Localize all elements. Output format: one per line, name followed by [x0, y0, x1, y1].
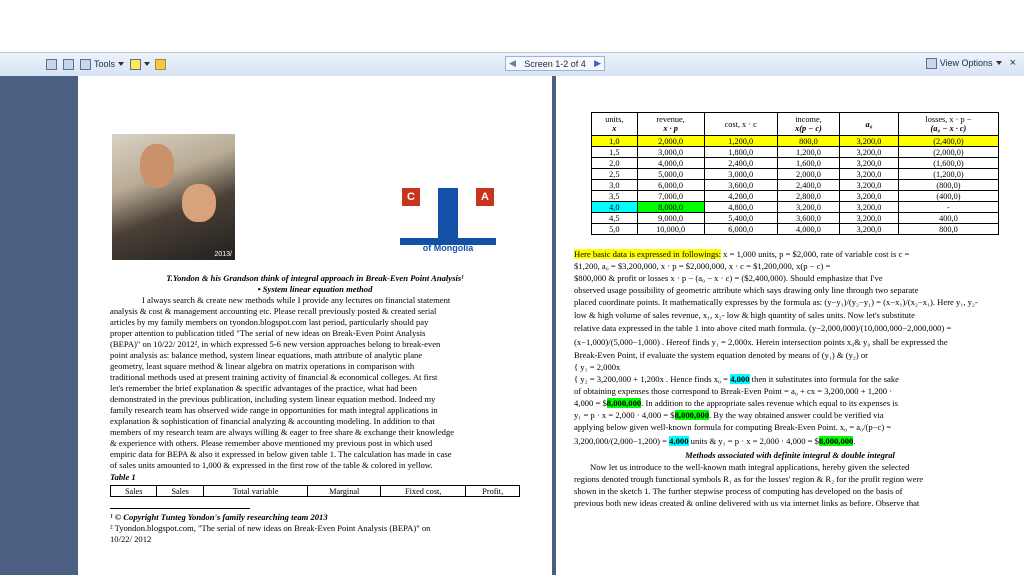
table-row: 2,0 4,000,0 2,400,0 1,600,0 3,200,0 (1,600,0) — [592, 158, 999, 169]
photo-face-child — [182, 184, 216, 222]
body-line: I always search & create new methods while I provide any lectures on financial statement — [142, 295, 451, 305]
body-line: previous both new ideas created & online delivered with us via internet links as before. Observe that — [574, 498, 920, 508]
reader-toolbar — [0, 52, 1024, 77]
body-line: Here basic data is expressed in followings: x = 1,000 units, p = $2,000, rate of variable cost is c = — [574, 249, 910, 259]
print-button[interactable] — [63, 57, 74, 71]
table-row: 4,5 9,000,0 5,400,0 3,600,0 3,200,0 400,0 — [592, 213, 999, 224]
body-line: (BEPA)" on 10/22/ 2012², in which expressed 5-6 new version approaches belong to break-even — [110, 339, 441, 349]
table-1-header — [110, 485, 520, 497]
body-line: placed coordinate points. It mathematically expresses by the formula as: (y−y₁)/(y₂−y₁) = (x−x₁)/(x₂−x₁). Here y₁, y₂- — [574, 297, 978, 307]
table-header-cell: Profit, — [466, 486, 520, 497]
photo-face-adult — [140, 144, 174, 188]
body-line: (x−1,000)/(5,000−1,000) . Hereof finds y₁ = 2,000x. Herein intersection points x₀& y₀ shall be expressed the — [574, 337, 948, 347]
body-line: relative data expressed in the table 1 into above cited math formula. (y−2,000,000)/(10,000,000−2,000,000) = — [574, 323, 952, 333]
print-icon — [63, 59, 74, 70]
table-header-cell: Total variable — [203, 486, 308, 497]
header-units: units, x — [592, 113, 638, 136]
cfa-mongolia-logo: C A of Mongolia — [400, 188, 496, 258]
footnote-divider — [110, 508, 250, 509]
chevron-down-icon — [144, 62, 150, 66]
body-line: members of my research team are always willing & eager to free share & exchange their knowledge — [110, 427, 455, 437]
table-header-cell: Sales — [111, 486, 157, 497]
body-line: explanation & sophistication of financial analyzing & accounting modeling. In addition to that — [110, 416, 435, 426]
table-header-cell: Fixed cost, — [381, 486, 466, 497]
body-line: $1,200, a₀ = $3,200,000, x · p = $2,000,000, x · c = $1,200,000, x(p − c) = — [574, 261, 831, 271]
body-line: analysis & cost & management accounting etc. Please recall previously posted & created serial — [110, 306, 437, 316]
table-header-cell: Marginal — [308, 486, 381, 497]
body-line: Now let us introduce to the well-known math integral applications, hereby given the selected — [590, 462, 910, 472]
folder-icon — [155, 59, 166, 70]
body-line: applying below given well-known formula for computing Break-Even Point. x₀ = a₀/(p−c) = — [574, 422, 892, 432]
page-left — [78, 76, 552, 575]
body-line: low & high volume of sales revenue, x₁, x₂- low & high quantity of sales units. Now let's substitute — [574, 310, 915, 320]
article-subtitle: • System linear equation method — [257, 284, 373, 294]
table-row: 1,0 2,000,0 1,200,0 800,0 3,200,0 (2,400,0) — [592, 136, 999, 147]
body-line: proper attention to publication titled "The serial of new ideas on Break-Even Point Analysis — [110, 328, 426, 338]
body-line: articles by my family members on tyondon.blogspot.com last period, particularly should pay — [110, 317, 429, 327]
table-label: Table 1 — [110, 472, 136, 482]
header-cost: cost, x · c — [704, 113, 777, 136]
body-line: of obtaining expenses those correspond to Break-Even Point = a₀ + cx = 3,200,000 + 1,200 · — [574, 386, 893, 396]
body-line: $800,000 & profit or losses x · p − (a₀ − x · c) = ($2,400,000). Should emphasize that I've — [574, 273, 883, 283]
prev-screen-icon[interactable]: ◀ — [509, 58, 516, 68]
screen-navigator — [505, 56, 605, 71]
save-icon — [46, 59, 57, 70]
page-right — [556, 76, 1024, 575]
footnote-1: ¹ © Copyright Tunteg Yondon's family researching team 2013 — [110, 512, 328, 522]
body-line: shown in the sketch 1. The further stepwise process of computing has developed on the basis of — [574, 486, 903, 496]
photo-year: 2013/ — [214, 251, 232, 258]
tools-icon — [80, 59, 91, 70]
table-row: 2,5 5,000,0 3,000,0 2,000,0 3,200,0 (1,200,0) — [592, 169, 999, 180]
table-row: 3,5 7,000,0 4,200,0 2,800,0 3,200,0 (400,0) — [592, 191, 999, 202]
table-row: 1,5 3,000,0 1,800,0 1,200,0 3,200,0 (2,000,0) — [592, 147, 999, 158]
view-options-button[interactable]: View Options × — [926, 57, 1016, 69]
chevron-down-icon — [118, 62, 124, 66]
table-header-cell: Sales — [157, 486, 203, 497]
body-line: Break-Even Point, if evaluate the system equation denoted by means of (y₁) & (y₂) or — [574, 350, 869, 360]
body-line: demonstrated in the previous publication, including system linear equation method. Indeed my — [110, 394, 436, 404]
author-photo — [112, 134, 235, 260]
losses-table — [591, 112, 999, 235]
body-line: point analysis as: balance method, system linear equations, math attribute of analytic plane — [110, 350, 423, 360]
save-button[interactable] — [46, 57, 57, 71]
screen-indicator[interactable]: Screen 1-2 of 4 — [524, 58, 586, 69]
body-line: { y₁ = 2,000x — [574, 362, 621, 372]
table-header-row — [592, 113, 999, 136]
table-row: 5,0 10,000,0 6,000,0 4,000,0 3,200,0 800,0 — [592, 224, 999, 235]
close-icon[interactable]: × — [1009, 57, 1016, 69]
header-revenue: revenue, x · p — [637, 113, 704, 136]
section-heading: Methods associated with definite integral & double integral — [685, 450, 895, 460]
view-options-icon — [926, 58, 937, 69]
body-line: of sales units amounted to 1,000 & expressed in the first row of the table & colored in yellow. — [110, 460, 433, 470]
header-a0: a₀ — [840, 113, 899, 136]
document-canvas[interactable] — [0, 76, 1024, 575]
body-line: & experience with others. Please remember above mentioned my previous post in which used — [110, 438, 433, 448]
footnote-2: ² Tyondon.blogspot.com, "The serial of new ideas on Break-Even Point Analysis (BEPA)" on — [110, 523, 431, 533]
body-line: let's remember the brief explanation & specific advantages of the practice, what had been — [110, 383, 417, 393]
body-line: { y₂ = 3,200,000 + 1,200x . Hence finds x₀ = 4,000 then it substitutes into formula for the sake — [574, 374, 899, 384]
article-title: T.Yondon & his Grandson think of integral approach in Break-Even Point Analysis¹ — [166, 273, 464, 283]
folder-button[interactable] — [155, 57, 166, 71]
body-line: 4,000 = $8,000,000. In addition to the appropriate sales revenue which equal to its expenses is — [574, 398, 898, 408]
chevron-down-icon — [996, 61, 1002, 65]
body-line: family research team has observed wide range in opportunities for math integral applications in — [110, 405, 438, 415]
header-income: income, x(p − c) — [777, 113, 839, 136]
highlighter-icon — [130, 59, 141, 70]
body-line: y₁ = p · x = 2,000 · 4,000 = $8,000,000. By the way obtained answer could be verified via — [574, 410, 884, 420]
footnote-2-cont: 10/22/ 2012 — [110, 534, 152, 544]
tools-menu[interactable]: Tools — [80, 57, 124, 71]
body-line: regions denoted trough functional symbols R₁ as for the losses' region & R₂ for the profit region were — [574, 474, 924, 484]
next-screen-icon[interactable]: ▶ — [594, 58, 601, 68]
body-line: 3,200,000/(2,000−1,200) = 4,000 units & y₁ = p · x = 2,000 · 4,000 = $8,000,000. — [574, 436, 856, 446]
body-line: empiric data for BEPA & also it expressed in below given table 1. The calculation has made in case — [110, 449, 452, 459]
logo-emblem — [438, 188, 458, 244]
highlight-button[interactable] — [130, 57, 150, 71]
body-line: observed usage possibility of geometric attribute which says drawing only line through two separate — [574, 285, 919, 295]
body-line: traditional methods used at present training activity of financial & economical colleges. At first — [110, 372, 438, 382]
body-line: geometry, least square method & linear algebra on matrix operations in comparison with — [110, 361, 415, 371]
header-losses: losses, x · p − (a₀ − x · c) — [898, 113, 998, 136]
table-row: 3,0 6,000,0 3,600,0 2,400,0 3,200,0 (800,0) — [592, 180, 999, 191]
table-row: 4,0 8,000,0 4,800,0 3,200,0 3,200,0 - — [592, 202, 999, 213]
